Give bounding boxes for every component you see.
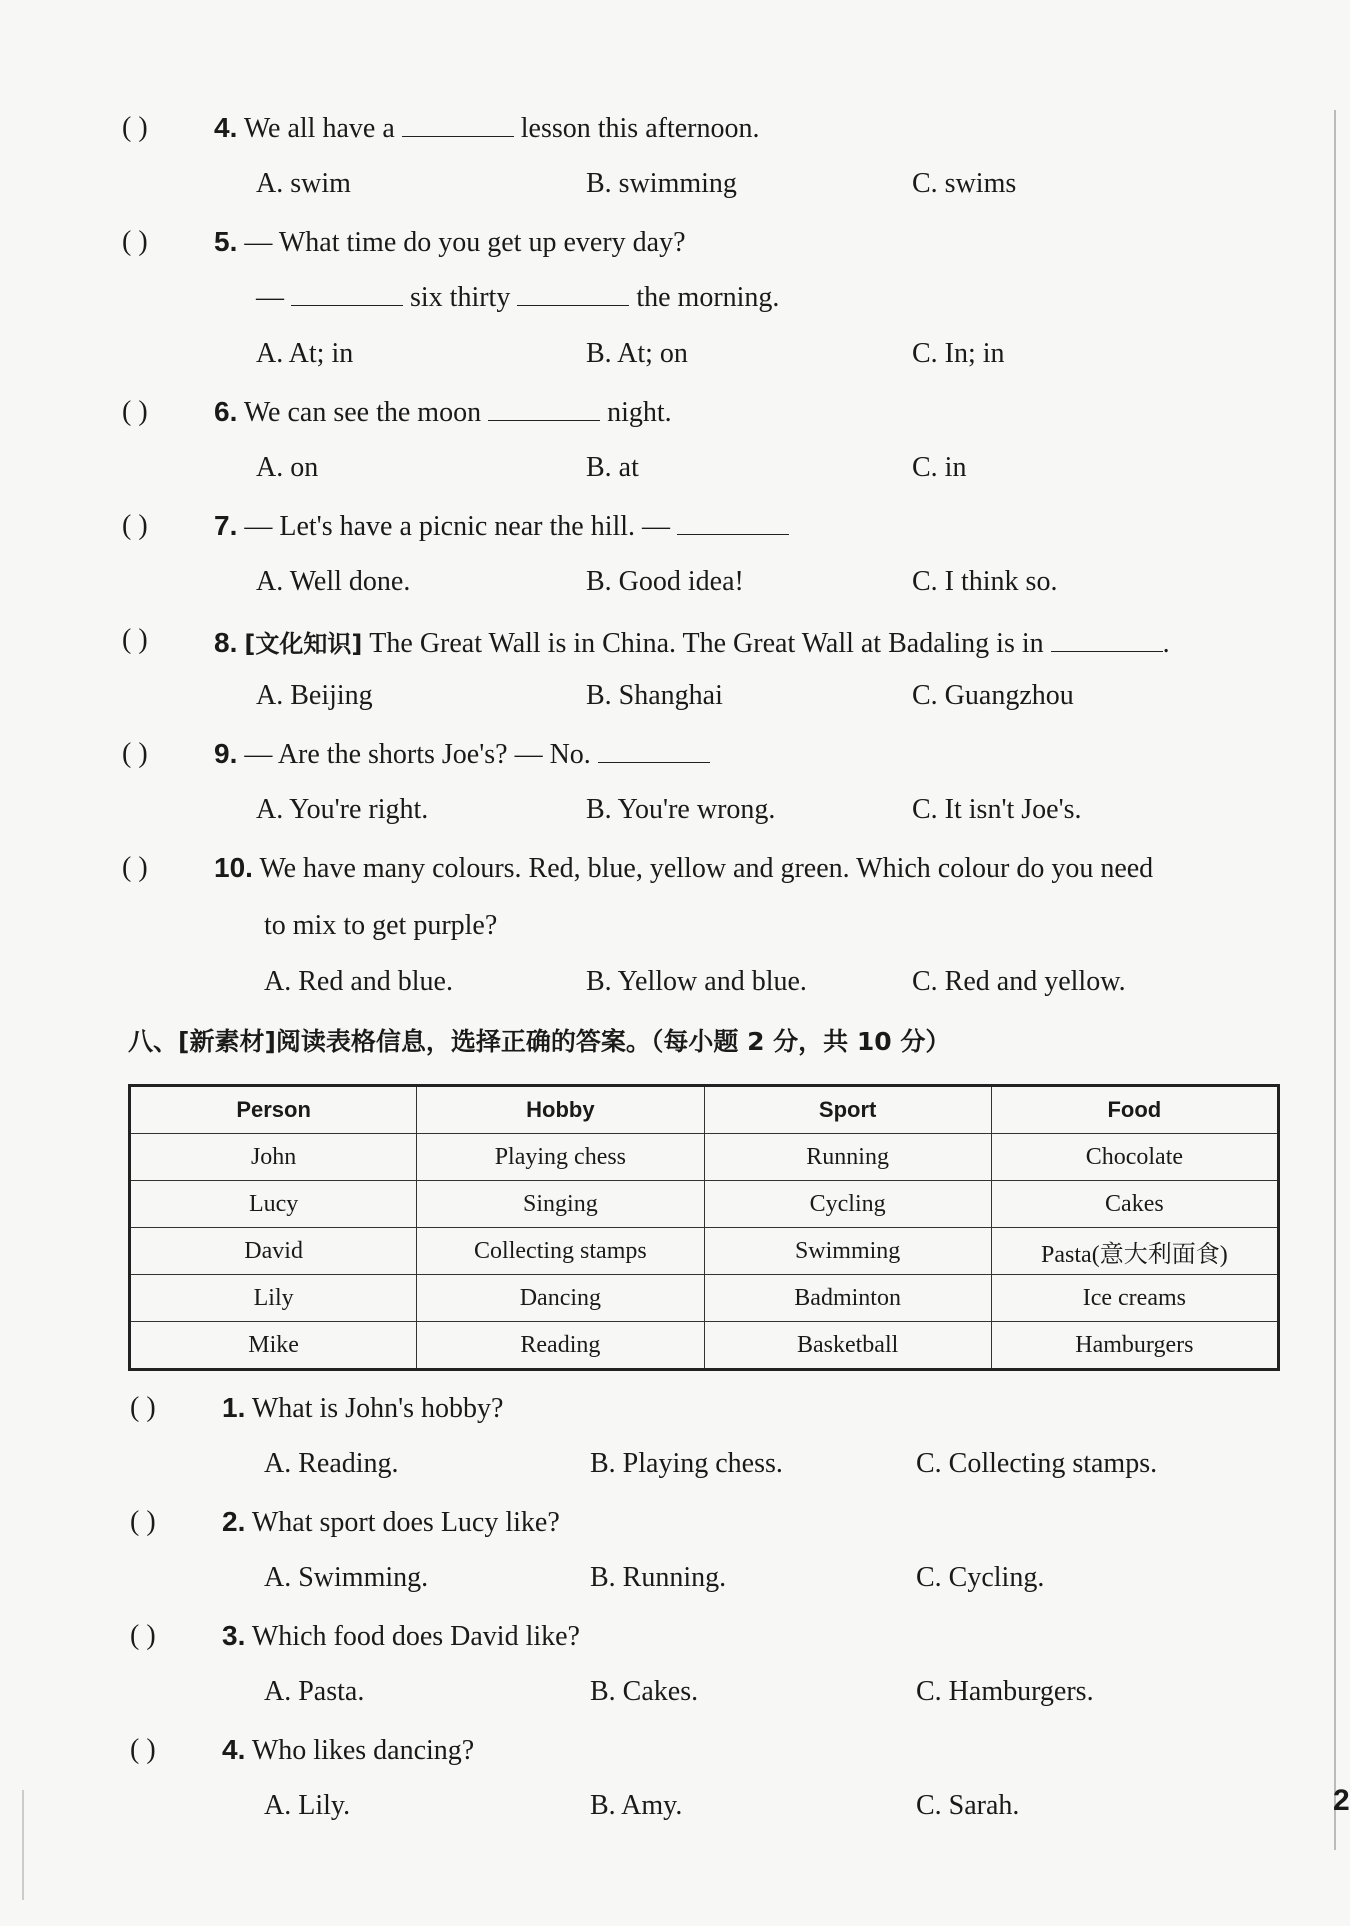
question-number: 8. bbox=[214, 627, 238, 658]
stem-text: We can see the moon bbox=[243, 397, 482, 428]
answer-paren[interactable]: ( ) bbox=[130, 1620, 156, 1651]
option-c[interactable]: C. Collecting stamps. bbox=[916, 1448, 1158, 1479]
question-stem bbox=[222, 1506, 560, 1539]
option-a[interactable]: A. Red and blue. bbox=[264, 966, 453, 997]
stem-text: We have many colours. Red, blue, yellow and green. Which colour do you need bbox=[259, 853, 1154, 884]
table-row bbox=[130, 1181, 1279, 1228]
table-cell: Mike bbox=[130, 1322, 417, 1370]
stem-text: . bbox=[1162, 628, 1170, 659]
option-c[interactable]: C. Guangzhou bbox=[912, 680, 1074, 711]
option-c[interactable]: C. in bbox=[912, 452, 967, 483]
answer-paren[interactable]: ( ) bbox=[122, 396, 148, 427]
page-number: 2 bbox=[1333, 1784, 1350, 1817]
section-number: 八、 bbox=[128, 1027, 179, 1056]
table-cell: Pasta(意大利面食) bbox=[991, 1228, 1278, 1275]
table-cell: Swimming bbox=[704, 1228, 991, 1275]
option-b[interactable]: B. at bbox=[586, 452, 639, 483]
question-number: 4. bbox=[222, 1734, 246, 1765]
answer-blank bbox=[598, 740, 710, 763]
question-stem bbox=[214, 624, 1170, 660]
new-material-tag: [新素材] bbox=[178, 1027, 276, 1056]
section-title: 阅读表格信息，选择正确的答案。（每小题 2 分，共 10 分） bbox=[275, 1027, 951, 1056]
answer-paren[interactable]: ( ) bbox=[122, 510, 148, 541]
stem-text: What is John's hobby? bbox=[251, 1393, 504, 1424]
stem-text: The Great Wall is in China. The Great Wall at Badaling is in bbox=[369, 628, 1044, 659]
question-number: 1. bbox=[222, 1392, 246, 1423]
stem-text: lesson this afternoon. bbox=[520, 113, 760, 144]
question-number: 10. bbox=[214, 852, 253, 883]
question-number: 7. bbox=[214, 510, 238, 541]
question-stem bbox=[222, 1734, 474, 1767]
table-cell: Running bbox=[704, 1134, 991, 1181]
answer-paren[interactable]: ( ) bbox=[122, 738, 148, 769]
stem-text: night. bbox=[607, 397, 672, 428]
option-b[interactable]: B. At; on bbox=[586, 338, 688, 369]
option-a[interactable]: A. Beijing bbox=[256, 680, 373, 711]
option-a[interactable]: A. Pasta. bbox=[264, 1676, 365, 1707]
answer-blank bbox=[291, 283, 403, 306]
option-c[interactable]: C. Cycling. bbox=[916, 1562, 1045, 1593]
stem-text: We all have a bbox=[243, 113, 395, 144]
table-cell: Badminton bbox=[704, 1275, 991, 1322]
table-cell: Ice creams bbox=[991, 1275, 1278, 1322]
option-c[interactable]: C. In; in bbox=[912, 338, 1005, 369]
option-c[interactable]: C. swims bbox=[912, 168, 1017, 199]
answer-paren[interactable]: ( ) bbox=[122, 226, 148, 257]
column-header: Hobby bbox=[417, 1086, 704, 1134]
answer-blank bbox=[402, 114, 514, 137]
table-header-row bbox=[130, 1086, 1279, 1134]
answer-paren[interactable]: ( ) bbox=[122, 852, 148, 883]
table-cell: Cycling bbox=[704, 1181, 991, 1228]
answer-paren[interactable]: ( ) bbox=[130, 1734, 156, 1765]
table-cell: John bbox=[130, 1134, 417, 1181]
answer-blank bbox=[488, 398, 600, 421]
question-line2 bbox=[256, 282, 779, 314]
option-c[interactable]: C. I think so. bbox=[912, 566, 1058, 597]
answer-blank bbox=[1051, 629, 1163, 652]
option-a[interactable]: A. on bbox=[256, 452, 319, 483]
question-stem bbox=[222, 1392, 503, 1425]
table-cell: Playing chess bbox=[417, 1134, 704, 1181]
table-cell: Dancing bbox=[417, 1275, 704, 1322]
question-number: 5. bbox=[214, 226, 238, 257]
option-c[interactable]: C. Sarah. bbox=[916, 1790, 1020, 1821]
option-b[interactable]: B. swimming bbox=[586, 168, 737, 199]
stem-text: the morning. bbox=[636, 282, 780, 313]
answer-paren[interactable]: ( ) bbox=[122, 624, 148, 655]
question-stem bbox=[214, 396, 672, 429]
table-cell: Lily bbox=[130, 1275, 417, 1322]
option-c[interactable]: C. Hamburgers. bbox=[916, 1676, 1094, 1707]
stem-text: six thirty bbox=[410, 282, 511, 313]
question-stem bbox=[222, 1620, 580, 1653]
option-b[interactable]: B. Running. bbox=[590, 1562, 727, 1593]
table-cell: Collecting stamps bbox=[417, 1228, 704, 1275]
question-stem bbox=[214, 226, 686, 259]
option-b[interactable]: B. Playing chess. bbox=[590, 1448, 783, 1479]
question-number: 6. bbox=[214, 396, 238, 427]
question-stem bbox=[214, 112, 760, 145]
option-b[interactable]: B. Shanghai bbox=[586, 680, 723, 711]
stem-text: Who likes dancing? bbox=[251, 1735, 475, 1766]
option-a[interactable]: A. Lily. bbox=[264, 1790, 351, 1821]
stem-text: What sport does Lucy like? bbox=[251, 1507, 560, 1538]
option-c[interactable]: C. Red and yellow. bbox=[912, 966, 1126, 997]
table-cell: Basketball bbox=[704, 1322, 991, 1370]
table-cell: Reading bbox=[417, 1322, 704, 1370]
stem-text: — What time do you get up every day? bbox=[244, 227, 686, 258]
question-number: 3. bbox=[222, 1620, 246, 1651]
stem-text: — bbox=[256, 282, 284, 313]
question-stem bbox=[214, 852, 1153, 885]
stem-text: — Are the shorts Joe's? — No. bbox=[244, 739, 591, 770]
answer-blank bbox=[517, 283, 629, 306]
table-row bbox=[130, 1322, 1279, 1370]
option-b[interactable]: B. Amy. bbox=[590, 1790, 683, 1821]
table-cell: Lucy bbox=[130, 1181, 417, 1228]
option-a[interactable]: A. At; in bbox=[256, 338, 354, 369]
table-row bbox=[130, 1275, 1279, 1322]
stem-text: — Let's have a picnic near the hill. — bbox=[244, 511, 671, 542]
question-line2: to mix to get purple? bbox=[264, 910, 498, 941]
option-a[interactable]: A. Swimming. bbox=[264, 1562, 429, 1593]
binding-mark bbox=[22, 1790, 24, 1900]
option-b[interactable]: B. Good idea! bbox=[586, 566, 744, 597]
option-b[interactable]: B. You're wrong. bbox=[586, 794, 776, 825]
question-stem bbox=[214, 510, 789, 543]
table-row bbox=[130, 1134, 1279, 1181]
column-header: Person bbox=[130, 1086, 417, 1134]
answer-paren[interactable]: ( ) bbox=[130, 1392, 156, 1423]
option-b[interactable]: B. Yellow and blue. bbox=[586, 966, 807, 997]
table-cell: David bbox=[130, 1228, 417, 1275]
option-b[interactable]: B. Cakes. bbox=[590, 1676, 699, 1707]
question-number: 4. bbox=[214, 112, 238, 143]
option-a[interactable]: A. You're right. bbox=[256, 794, 429, 825]
option-a[interactable]: A. Well done. bbox=[256, 566, 411, 597]
stem-text: Which food does David like? bbox=[251, 1621, 580, 1652]
column-header: Sport bbox=[704, 1086, 991, 1134]
table-cell: Chocolate bbox=[991, 1134, 1278, 1181]
culture-tag: [文化知识] bbox=[244, 630, 363, 658]
table-cell: Hamburgers bbox=[991, 1322, 1278, 1370]
option-c[interactable]: C. It isn't Joe's. bbox=[912, 794, 1082, 825]
table-cell: Singing bbox=[417, 1181, 704, 1228]
answer-paren[interactable]: ( ) bbox=[122, 112, 148, 143]
margin-rule bbox=[1334, 110, 1336, 1850]
table-cell: Cakes bbox=[991, 1181, 1278, 1228]
answer-paren[interactable]: ( ) bbox=[130, 1506, 156, 1537]
question-number: 9. bbox=[214, 738, 238, 769]
answer-blank bbox=[677, 512, 789, 535]
question-number: 2. bbox=[222, 1506, 246, 1537]
option-a[interactable]: A. swim bbox=[256, 168, 351, 199]
option-a[interactable]: A. Reading. bbox=[264, 1448, 399, 1479]
question-stem bbox=[214, 738, 710, 771]
table-row bbox=[130, 1228, 1279, 1275]
info-table bbox=[128, 1084, 1280, 1371]
section-heading bbox=[128, 1022, 950, 1058]
column-header: Food bbox=[991, 1086, 1278, 1134]
